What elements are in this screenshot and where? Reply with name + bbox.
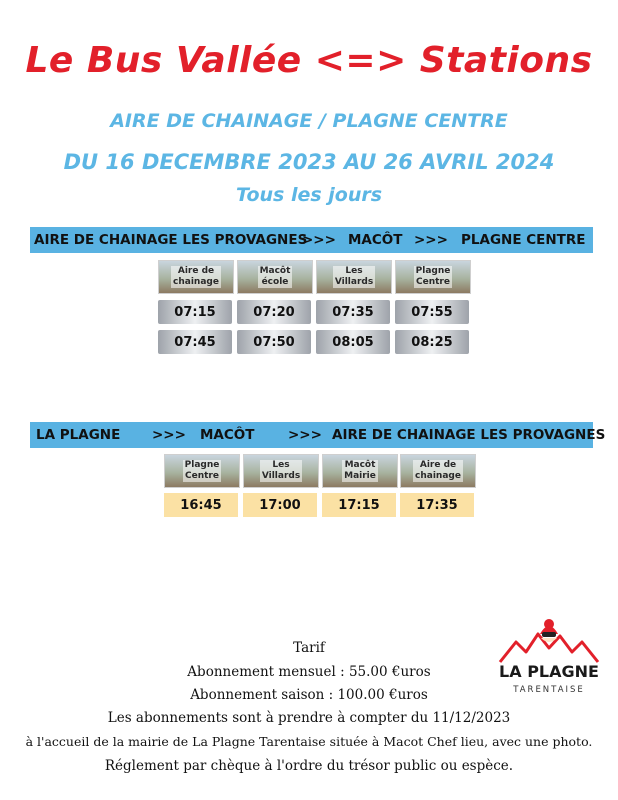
route-bar-return	[30, 422, 606, 448]
route-to: PLAGNE CENTRE	[461, 232, 586, 248]
tarif-accueil: à l'accueil de la mairie de La Plagne Tarentaise située à Macot Chef lieu, avec une photo.	[25, 734, 593, 749]
stop-photo	[164, 454, 240, 488]
stop-label: Aire de chainage	[415, 460, 461, 481]
stop-label: Plagne Centre	[415, 266, 451, 287]
stop-label: Les Villards	[334, 266, 374, 287]
route-arrow: >>>	[302, 232, 336, 248]
stop-photo	[322, 454, 398, 488]
route-arrow: >>>	[288, 427, 322, 443]
route-to: AIRE DE CHAINAGE LES PROVAGNES	[332, 427, 606, 443]
route-subtitle: AIRE DE CHAINAGE / PLAGNE CENTRE	[110, 110, 508, 132]
departure-time: 07:35	[316, 300, 390, 324]
departure-time: 07:45	[158, 330, 232, 354]
stop-label: Plagne Centre	[184, 460, 220, 481]
departure-time: 17:15	[322, 493, 396, 517]
departure-time: 17:35	[400, 493, 474, 517]
departure-time: 16:45	[164, 493, 238, 517]
stop-photo	[243, 454, 319, 488]
tarif-start-date: Les abonnements sont à prendre à compter du 11/12/2023	[107, 710, 511, 726]
page-title: Le Bus Vallée <=> Stations	[25, 40, 593, 81]
route-via: MACÔT	[200, 427, 255, 443]
stop-label: Aire de chainage	[173, 266, 219, 287]
route-from: AIRE DE CHAINAGE LES PROVAGNES	[34, 232, 308, 248]
route-from: LA PLAGNE	[36, 427, 121, 443]
stop-photo	[400, 454, 476, 488]
departure-time: 08:25	[395, 330, 469, 354]
tarif-mensuel: Abonnement mensuel : 55.00 €uros	[187, 664, 431, 680]
departure-time: 07:55	[395, 300, 469, 324]
tarif-reglement: Réglement par chèque à l'ordre du trésor public ou espèce.	[104, 758, 514, 774]
logo-name: LA PLAGNE	[499, 662, 599, 681]
route-arrow: >>>	[152, 427, 186, 443]
departure-time: 08:05	[316, 330, 390, 354]
stop-label: Les Villards	[261, 460, 301, 481]
stop-photo	[237, 260, 313, 294]
stop-photo	[395, 260, 471, 294]
route-arrow: >>>	[414, 232, 448, 248]
departure-time: 07:50	[237, 330, 311, 354]
date-range: DU 16 DECEMBRE 2023 AU 26 AVRIL 2024	[63, 150, 555, 174]
stop-label: Macôt école	[259, 266, 291, 287]
days-note: Tous les jours	[235, 184, 383, 206]
departure-time: 17:00	[243, 493, 317, 517]
departure-time: 07:15	[158, 300, 232, 324]
tarif-saison: Abonnement saison : 100.00 €uros	[190, 687, 428, 703]
route-via: MACÔT	[348, 232, 403, 248]
stop-label: Macôt Mairie	[344, 460, 376, 481]
route-bar-outbound	[30, 227, 593, 253]
stop-photo	[316, 260, 392, 294]
logo-subtitle: TARENTAISE	[513, 685, 585, 695]
stop-photo	[158, 260, 234, 294]
tarif-heading: Tarif	[293, 640, 325, 656]
departure-time: 07:20	[237, 300, 311, 324]
